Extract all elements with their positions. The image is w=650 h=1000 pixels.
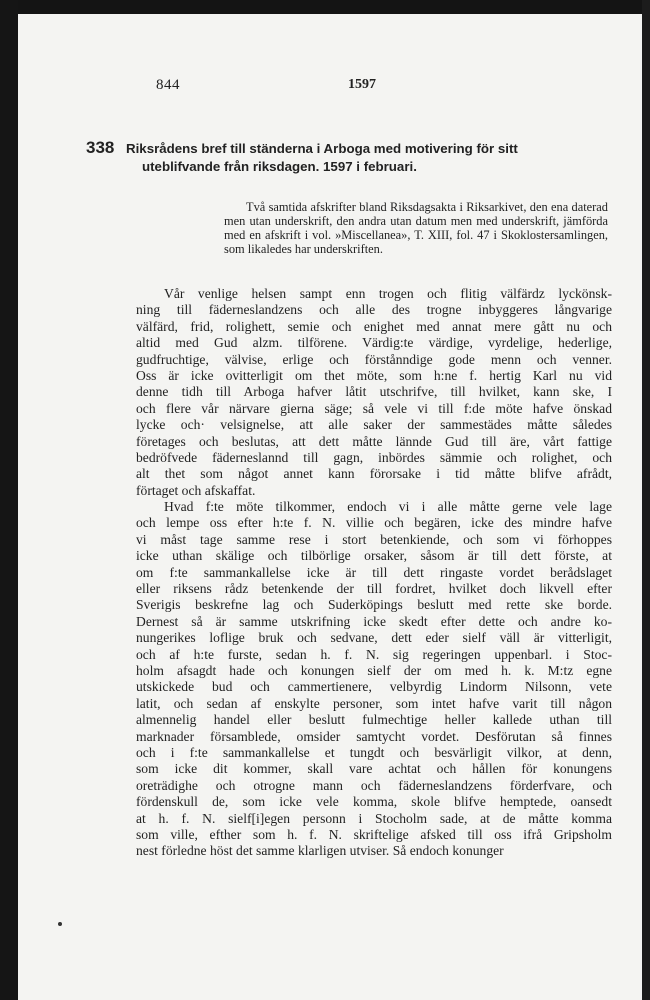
body-line: förtaget och afskaffat.: [136, 482, 256, 498]
book-page: [18, 14, 642, 1000]
body-line: Oss är icke ovitterligit om thet möte, som h:ne f. hertig Karl nu vid: [136, 367, 612, 383]
document-number: 338: [86, 138, 115, 157]
document-title-line-2: uteblifvande från riksdagen. 1597 i februari.: [142, 159, 417, 174]
body-line: almennelig handel eller beslutt fulmechtige heller kallede uthan till: [136, 712, 612, 728]
body-line: fördenskull de, som icke vele komma, skole blifve hemptede, oansedt: [136, 794, 612, 810]
body-line: nungerikes loflige bruk och sedvane, dett eder sielf väll är vitterligit,: [136, 630, 612, 646]
running-header-year: 1597: [348, 77, 376, 92]
body-line: Sverigis beskrefne lag och Suderköpings beslutt med rette ske borde.: [136, 597, 612, 613]
source-note: Två samtida afskrifter bland Riksdagsakta i Riksarkivet, den ena daterad men utan underskrift, den andra utan datum men med underskrift, jämförda med en afskrift i vol. »Miscellanea», T. XIII, fol. 47 i Skoklostersamlingen, som likaledes har underskriften.: [224, 200, 608, 256]
scan-border-left: [0, 0, 18, 1000]
body-line: Hvad f:te möte tilkommer, endoch vi i alle måtte gerne vele lage: [164, 499, 612, 515]
body-line: alt thet som något annet kann förorsake i tid måtte blifve afrådt,: [136, 466, 612, 482]
body-line: marknader församblede, omsider samtycht vordet. Desförutan så finnes: [136, 728, 612, 744]
body-line: nest förledne höst det samme klarligen utviser. Så endoch konunger: [136, 843, 504, 859]
scan-border-top: [0, 0, 650, 14]
body-line: ning till fäderneslandzens och alle des trogne inbyggeres långvarige: [136, 302, 612, 318]
body-line: och flere vår närvare gierna säge; så vele vi till f:de möte hafve önskad: [136, 400, 612, 416]
document-title: [126, 140, 612, 176]
page-number: 844: [156, 77, 180, 93]
body-line: holm afsagdt hade och konungen sielf der om med h. k. M:tz egne: [136, 662, 612, 678]
body-line: Dernest så är samme utskrifning icke skedt efter dette och andre ko-: [136, 613, 612, 629]
body-line: som icke dit kommer, skall vare achtat och hållen för konungens: [136, 761, 612, 777]
body-line: lycke och· velsignelse, att alle saker der sammestädes måtte således: [136, 417, 612, 433]
body-line: Vår venlige helsen sampt enn trogen och flitig välfärdz lyckönsk-: [164, 286, 612, 301]
body-line: altid med Gud alzm. tilförene. Värdig:te värdige, vyrdelige, hederlige,: [136, 335, 612, 351]
body-line: och i f:te sammankallelse et tungdt och besvärligit vilkor, at denn,: [136, 744, 612, 760]
body-line: välfärd, frid, rolighett, semie och enighet med annat mere gått nu och: [136, 318, 612, 334]
scan-speck: [58, 922, 62, 926]
body-line: bedröfvede fäderneslannd till gagn, inbördes sämmie och rolighet, och: [136, 449, 612, 465]
body-line: eller riksens rådz betenkende der till fordret, hvilket doch likvell efter: [136, 581, 612, 597]
scan-border-right: [642, 0, 650, 1000]
letter-body: [136, 286, 612, 860]
body-line: företages och beslutas, att dett måtte lännde Gud till äre, vårt fattige: [136, 433, 612, 449]
body-line: som ville, efther som h. f. N. skriftelige afsked till oss ifrå Gripsholm: [136, 826, 612, 842]
body-line: utskickede bud och cammertienere, velbyrdig Lindorm Nilsonn, vete: [136, 679, 612, 695]
body-line: at h. f. N. sielf[i]egen personn i Stocholm sade, at de måtte komma: [136, 810, 612, 826]
body-line: oreträdighe och otrogne mann och fäderneslandzens förderfvare, och: [136, 777, 612, 793]
body-line: och af h:te furste, sedan h. f. N. sig regeringen uppenbarl. i Stoc-: [136, 646, 612, 662]
body-line: vi måst tage samme rese i stort betenkiende, och som vi förhoppes: [136, 531, 612, 547]
body-line: denne tidh till Arboga hafver låtit utschrifve, till hvilket, kann ske, I: [136, 384, 612, 400]
body-line: gudfruchtige, välvise, erlige och förstånndige gode menn och venner.: [136, 351, 612, 367]
document-title-line-1: Riksrådens bref till ständerna i Arboga med motivering för sitt: [126, 141, 518, 156]
body-line: icke uthan skälige och tilbörlige orsaker, såsom är till dett förste, at: [136, 548, 612, 564]
body-line: latit, och sedan af enskylte personer, som intet hafve varit till någon: [136, 695, 612, 711]
body-line: och lempe oss efter h:te f. N. villie och begären, icke des mindre hafve: [136, 515, 612, 531]
body-line: om f:te sammankallelse icke är till dett ringaste vordet berådslaget: [136, 564, 612, 580]
